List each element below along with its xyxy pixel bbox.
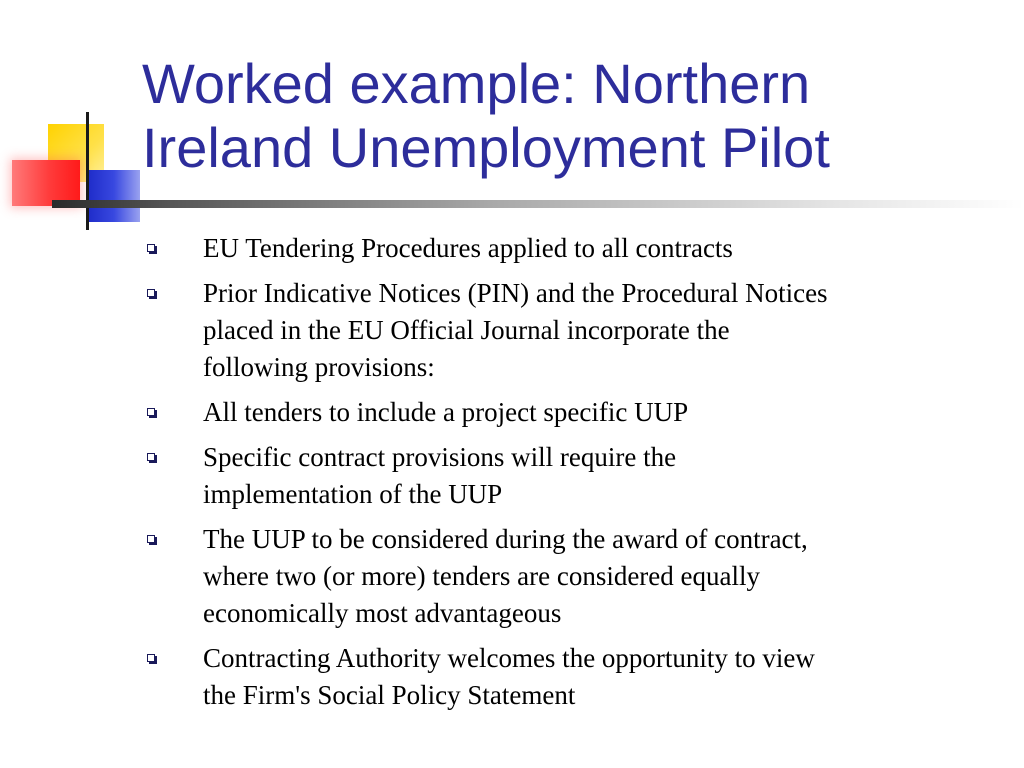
bullet-text <box>203 640 1015 714</box>
slide-title <box>142 52 1002 180</box>
title-underline-rule <box>52 200 1024 208</box>
bullet-text <box>203 439 1015 513</box>
bullet-line: Contracting Authority welcomes the opportunity to view <box>203 643 815 673</box>
bullet-text <box>203 230 1015 267</box>
hollow-square-bullet-icon <box>147 535 155 543</box>
title-line-1: Worked example: Northern <box>142 52 811 115</box>
vertical-rule <box>86 112 89 230</box>
title-line-2: Ireland Unemployment Pilot <box>142 116 830 179</box>
hollow-square-bullet-icon <box>147 453 155 461</box>
bullet-item <box>145 394 1015 431</box>
bullet-line: placed in the EU Official Journal incorporate the <box>203 315 730 345</box>
bullet-line: economically most advantageous <box>203 598 562 628</box>
bullet-line: Specific contract provisions will require the <box>203 442 677 472</box>
blue-block <box>88 170 140 222</box>
hollow-square-bullet-icon <box>147 244 155 252</box>
bullet-list <box>145 230 1015 722</box>
bullet-line: following provisions: <box>203 352 435 382</box>
bullet-item <box>145 640 1015 714</box>
bullet-line: The UUP to be considered during the award of contract, <box>203 524 808 554</box>
bullet-item <box>145 275 1015 386</box>
bullet-line: EU Tendering Procedures applied to all contracts <box>203 233 733 263</box>
hollow-square-bullet-icon <box>147 408 155 416</box>
bullet-text <box>203 394 1015 431</box>
bullet-item <box>145 439 1015 513</box>
hollow-square-bullet-icon <box>147 654 155 662</box>
bullet-line: Prior Indicative Notices (PIN) and the Procedural Notices <box>203 278 828 308</box>
bullet-line: All tenders to include a project specific UUP <box>203 397 689 427</box>
bullet-text <box>203 521 1015 632</box>
hollow-square-bullet-icon <box>147 289 155 297</box>
bullet-item <box>145 230 1015 267</box>
bullet-line: implementation of the UUP <box>203 479 503 509</box>
bullet-item <box>145 521 1015 632</box>
bullet-line: where two (or more) tenders are considered equally <box>203 561 761 591</box>
bullet-text <box>203 275 1015 386</box>
bullet-line: the Firm's Social Policy Statement <box>203 680 576 710</box>
